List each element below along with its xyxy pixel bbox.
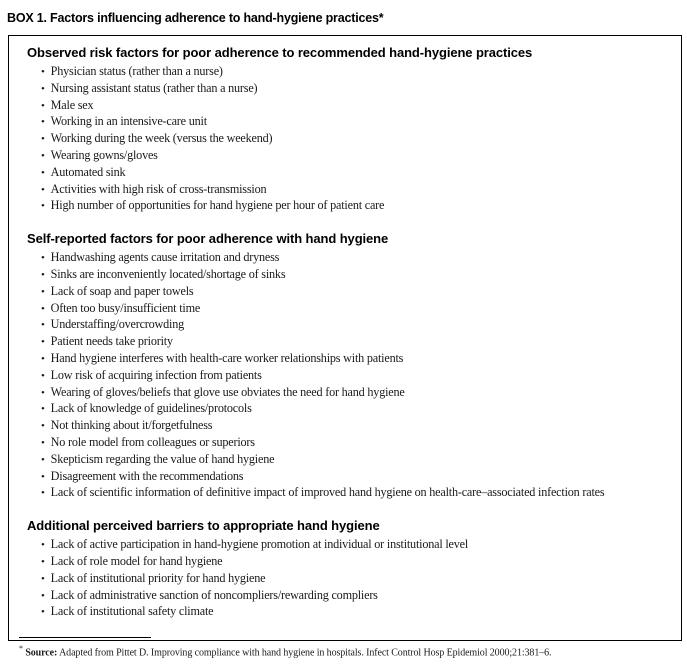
- list-item: • Male sex: [41, 98, 673, 115]
- list-item: • Lack of knowledge of guidelines/protocols: [41, 401, 673, 418]
- list-item: • Working during the week (versus the weekend): [41, 131, 673, 148]
- list-item: • Often too busy/insufficient time: [41, 301, 673, 318]
- section-heading: Additional perceived barriers to appropriate hand hygiene: [27, 518, 380, 534]
- list-item: • High number of opportunities for hand hygiene per hour of patient care: [41, 198, 673, 215]
- list-item: • Not thinking about it/forgetfulness: [41, 418, 673, 435]
- list-item: • Automated sink: [41, 165, 673, 182]
- section-1: [27, 231, 673, 502]
- list-item: • No role model from colleagues or superiors: [41, 435, 673, 452]
- list-item: • Lack of institutional priority for hand hygiene: [41, 571, 673, 588]
- box-title: BOX 1. Factors influencing adherence to hand-hygiene practices*: [7, 11, 384, 25]
- list-item: • Hand hygiene interferes with health-care worker relationships with patients: [41, 351, 673, 368]
- page: [0, 10, 687, 668]
- list-item: • Low risk of acquiring infection from patients: [41, 368, 673, 385]
- list-item: • Disagreement with the recommendations: [41, 469, 673, 486]
- list-item: • Sinks are inconveniently located/shortage of sinks: [41, 267, 673, 284]
- list-item: • Physician status (rather than a nurse): [41, 64, 673, 81]
- list-item: • Lack of administrative sanction of noncompliers/rewarding compliers: [41, 588, 673, 605]
- list-item: • Wearing of gloves/beliefs that glove use obviates the need for hand hygiene: [41, 385, 673, 402]
- footnote-divider: [19, 637, 151, 638]
- footnote-source-label: Source:: [25, 647, 58, 659]
- section-0: [27, 45, 673, 215]
- list-item: • Lack of soap and paper towels: [41, 284, 673, 301]
- footnote-text: Adapted from Pittet D. Improving compliance with hand hygiene in hospitals. Infect Control Hosp Epidemiol 2000;21:381–6.: [59, 647, 552, 659]
- list-item: • Activities with high risk of cross-transmission: [41, 182, 673, 199]
- section-2: [27, 518, 673, 621]
- list-item: • Lack of role model for hand hygiene: [41, 554, 673, 571]
- bullet-list: [27, 250, 673, 502]
- section-heading: Observed risk factors for poor adherence to recommended hand-hygiene practices: [27, 45, 533, 60]
- section-heading: Self-reported factors for poor adherence with hand hygiene: [27, 231, 389, 247]
- list-item: • Understaffing/overcrowding: [41, 317, 673, 334]
- list-item: • Nursing assistant status (rather than a nurse): [41, 81, 673, 98]
- list-item: • Lack of institutional safety climate: [41, 604, 673, 621]
- footnote: [19, 642, 673, 659]
- list-item: • Wearing gowns/gloves: [41, 148, 673, 165]
- list-item: • Skepticism regarding the value of hand hygiene: [41, 452, 673, 469]
- list-item: • Working in an intensive-care unit: [41, 114, 673, 131]
- bullet-list: [27, 537, 673, 621]
- list-item: • Patient needs take priority: [41, 334, 673, 351]
- content-box: [8, 35, 682, 659]
- list-item: • Lack of active participation in hand-hygiene promotion at individual or institutional level: [41, 537, 673, 554]
- sections-container: [27, 45, 673, 621]
- list-item: • Lack of scientific information of definitive impact of improved hand hygiene on health-care–associated infection rates: [41, 485, 673, 502]
- bullet-list: [27, 64, 673, 215]
- list-item: • Handwashing agents cause irritation and dryness: [41, 250, 673, 267]
- footnote-marker: *: [19, 644, 23, 654]
